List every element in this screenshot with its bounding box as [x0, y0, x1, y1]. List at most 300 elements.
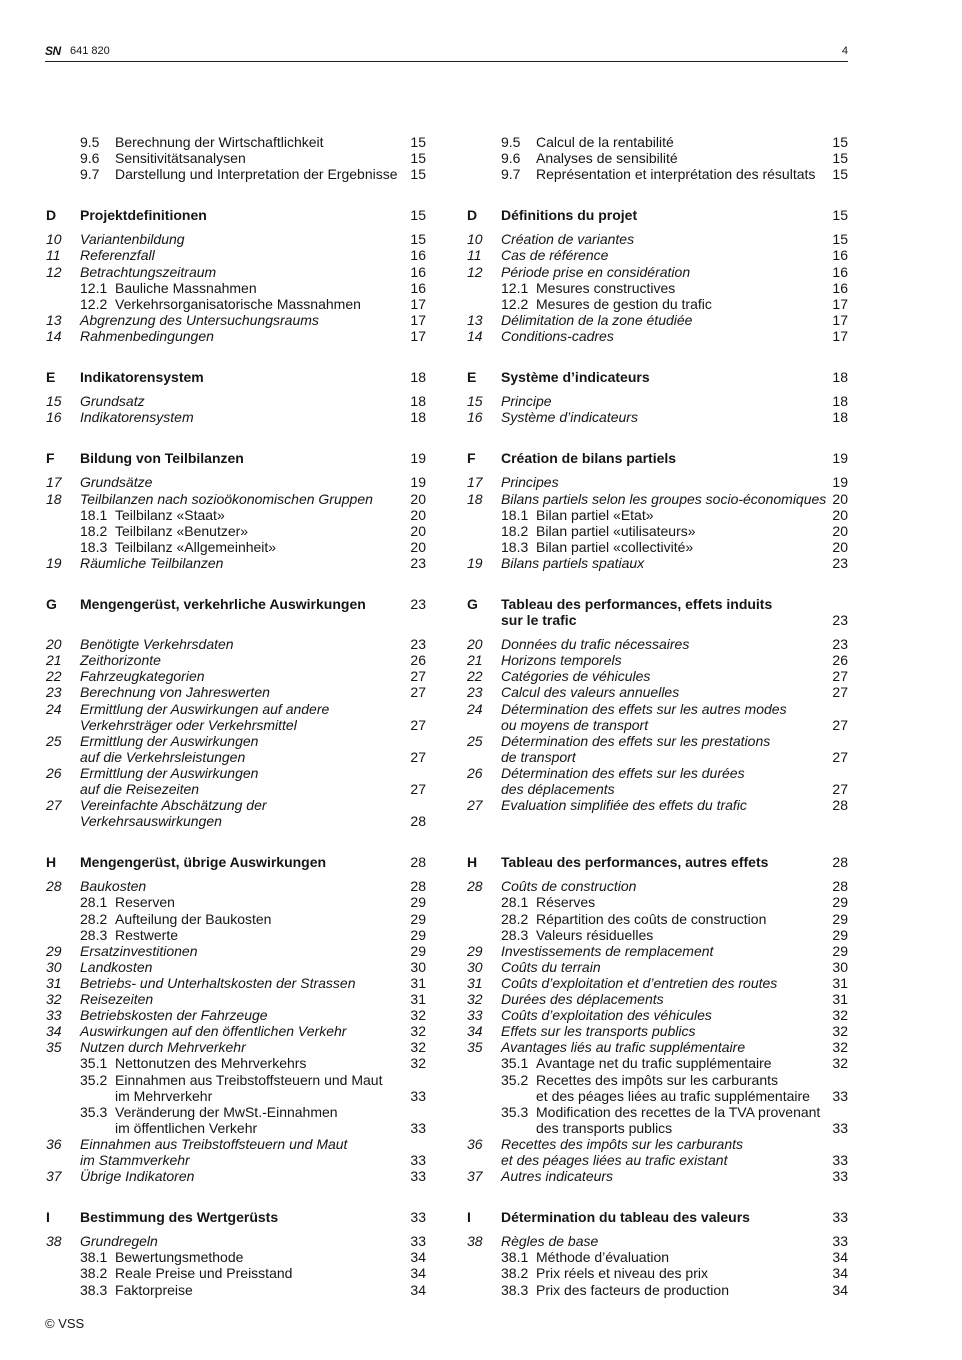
chapter-title	[80, 393, 408, 409]
subsection-wrapper	[80, 927, 408, 943]
chapter-title	[80, 975, 408, 991]
chapter-title-line: auf die Verkehrsleistungen	[80, 748, 246, 765]
entry-indent	[467, 911, 501, 927]
entry-page-number: 23	[832, 554, 848, 571]
section-title	[80, 1209, 408, 1225]
toc-subsection-entry	[46, 280, 426, 296]
entry-page-number: 16	[410, 247, 426, 264]
subsection-title-line: Répartition des coûts de construction	[536, 910, 767, 927]
chapter-number: 14	[467, 327, 483, 344]
chapter-number: 19	[46, 554, 62, 571]
chapter-number: 25	[467, 732, 483, 749]
entry-indent	[46, 927, 80, 943]
chapter-title-line: Baukosten	[80, 878, 147, 895]
chapter-title-line: et des péages liées au trafic existant	[501, 1151, 728, 1168]
chapter-number: 15	[46, 393, 62, 410]
section-letter: H	[46, 854, 57, 871]
subsection-title-line: im Mehrverkehr	[115, 1087, 213, 1104]
chapter-number: 10	[46, 231, 62, 248]
subsection-number: 9.6	[80, 150, 100, 167]
chapter-number: 18	[467, 490, 483, 507]
chapter-number: 15	[467, 393, 483, 410]
chapter-number: 27	[467, 797, 483, 814]
chapter-title-line: Betrachtungszeitraum	[80, 263, 217, 280]
chapter-title	[501, 975, 830, 991]
chapter-number: 10	[467, 231, 483, 248]
section-letter: I	[467, 1209, 471, 1226]
chapter-title	[501, 474, 830, 490]
toc-chapter-entry	[467, 733, 848, 765]
toc-chapter-entry	[46, 684, 426, 700]
entry-page-number: 32	[410, 1023, 426, 1040]
subsection-number: 18.2	[80, 522, 108, 539]
chapter-title	[80, 231, 408, 247]
chapter-number: 32	[467, 991, 483, 1008]
section-page-number: 18	[410, 369, 426, 386]
subsection-title	[115, 507, 225, 523]
chapter-title-line: Zeithorizonte	[80, 652, 161, 669]
section-letter: I	[46, 1209, 50, 1226]
chapter-number: 28	[46, 878, 62, 895]
entry-page-number: 29	[832, 910, 848, 927]
chapter-title	[80, 1233, 408, 1249]
chapter-title-line: Grundsatz	[80, 393, 145, 410]
entry-page-number: 20	[410, 506, 426, 523]
chapter-title-line: Verkehrsträger oder Verkehrsmittel	[80, 716, 297, 733]
toc-entries-right	[467, 636, 848, 813]
section-title	[501, 854, 830, 870]
chapter-number: 37	[467, 1168, 483, 1185]
chapter-number: 24	[46, 700, 62, 717]
entry-indent	[467, 927, 501, 943]
toc-subsection-entry	[46, 1055, 426, 1071]
entry-indent	[467, 1265, 501, 1281]
chapter-number: 38	[46, 1233, 62, 1250]
entry-page-number: 31	[410, 991, 426, 1008]
chapter-title-line: Coûts de construction	[501, 878, 637, 895]
toc-entries-right	[467, 1233, 848, 1297]
subsection-wrapper	[501, 1055, 830, 1071]
chapter-title-line: Räumliche Teilbilanzen	[80, 554, 224, 571]
chapter-title	[80, 1136, 408, 1168]
toc-subsection-entry	[467, 134, 848, 150]
chapter-title-line: Coûts du terrain	[501, 958, 601, 975]
toc-chapter-entry	[46, 312, 426, 328]
subsection-wrapper	[80, 1055, 408, 1071]
chapter-title	[501, 409, 830, 425]
subsection-number: 28.3	[501, 926, 529, 943]
subsection-wrapper	[501, 1282, 830, 1298]
entry-indent	[467, 1055, 501, 1071]
subsection-number: 9.5	[501, 134, 521, 150]
chapter-title	[501, 1039, 830, 1055]
subsection-number: 28.1	[501, 894, 529, 911]
entry-page-number: 29	[410, 894, 426, 911]
subsection-number: 28.3	[80, 926, 108, 943]
entry-indent	[467, 539, 501, 555]
copyright-notice: © VSS	[45, 1316, 85, 1331]
entry-page-number: 17	[832, 295, 848, 312]
subsection-title-line: Restwerte	[115, 926, 179, 943]
toc-chapter-entry	[467, 797, 848, 813]
section-title	[80, 854, 408, 870]
toc-subsection-entry	[467, 894, 848, 910]
chapter-number: 26	[467, 764, 483, 781]
section-title	[501, 450, 830, 466]
subsection-title	[536, 280, 675, 296]
chapter-title-line: Benötigte Verkehrsdaten	[80, 636, 234, 653]
entry-indent	[46, 911, 80, 927]
toc-chapter-entry	[46, 765, 426, 797]
subsection-wrapper	[80, 296, 408, 312]
toc-chapter-entry	[467, 1023, 848, 1039]
section-title	[501, 207, 830, 223]
subsection-title	[115, 1265, 292, 1281]
toc-chapter-entry	[46, 393, 426, 409]
entry-indent	[46, 150, 80, 166]
entry-indent	[467, 134, 501, 150]
chapter-title	[501, 312, 830, 328]
toc-chapter-entry	[46, 409, 426, 425]
chapter-title	[80, 328, 408, 344]
chapter-title	[501, 1007, 830, 1023]
toc-subsection-entry	[467, 911, 848, 927]
section-title-line: Mengengerüst, verkehrliche Auswirkungen	[80, 595, 366, 612]
section-title-line: Système d’indicateurs	[501, 369, 650, 386]
chapter-title-line: Données du trafic nécessaires	[501, 636, 690, 653]
subsection-number: 18.1	[80, 506, 108, 523]
chapter-title-line: de transport	[501, 748, 576, 765]
chapter-title-line: Einnahmen aus Treibstoffsteuern und Maut	[80, 1135, 348, 1152]
chapter-title-line: Détermination des effets sur les durées	[501, 764, 745, 781]
chapter-title	[80, 959, 408, 975]
entry-page-number: 19	[410, 474, 426, 491]
subsection-title	[115, 1055, 306, 1071]
section-letter: G	[46, 595, 57, 612]
chapter-title	[80, 668, 408, 684]
section-title-line: Tableau des performances, autres effets	[501, 854, 769, 871]
toc-chapter-entry	[467, 636, 848, 652]
toc-subsection-entry	[467, 523, 848, 539]
subsection-number: 9.7	[80, 166, 100, 183]
chapter-number: 30	[46, 958, 62, 975]
chapter-title	[80, 765, 408, 797]
subsection-wrapper	[501, 539, 830, 555]
entry-page-number: 15	[410, 134, 426, 150]
chapter-title	[80, 312, 408, 328]
chapter-title	[80, 943, 408, 959]
subsection-title	[115, 927, 178, 943]
subsection-title	[115, 894, 175, 910]
section-letter: D	[46, 207, 57, 224]
toc-chapter-entry	[467, 1136, 848, 1168]
entry-page-number: 29	[832, 942, 848, 959]
entry-page-number: 23	[832, 636, 848, 653]
section-page-number: 18	[832, 369, 848, 386]
toc-subsection-entry	[467, 1265, 848, 1281]
subsection-title-line: Recettes des impôts sur les carburants	[536, 1071, 778, 1088]
chapter-title	[501, 1233, 830, 1249]
toc-chapter-entry	[467, 491, 848, 507]
subsection-title	[115, 539, 276, 555]
chapter-title-line: Investissements de remplacement	[501, 942, 714, 959]
toc-chapter-entry	[467, 701, 848, 733]
subsection-number: 38.3	[501, 1281, 529, 1298]
entry-page-number: 27	[832, 668, 848, 685]
subsection-number: 35.1	[501, 1055, 529, 1072]
subsection-number: 38.1	[501, 1249, 529, 1266]
entry-indent	[467, 280, 501, 296]
subsection-title-line: Reale Preise und Preisstand	[115, 1265, 293, 1282]
toc-entries-left	[46, 474, 426, 571]
subsection-title	[115, 1282, 193, 1298]
toc-chapter-entry	[46, 1136, 426, 1168]
section-heading-left	[46, 369, 426, 385]
subsection-title	[115, 523, 248, 539]
subsection-title	[536, 927, 653, 943]
subsection-number: 28.1	[80, 894, 108, 911]
subsection-wrapper	[501, 911, 830, 927]
toc-chapter-entry	[46, 328, 426, 344]
entry-page-number: 16	[410, 279, 426, 296]
entry-indent	[46, 1055, 80, 1071]
chapter-title	[501, 652, 830, 668]
subsection-wrapper	[501, 1072, 830, 1104]
toc-chapter-entry	[46, 231, 426, 247]
chapter-number: 26	[46, 764, 62, 781]
chapter-title	[80, 1168, 408, 1184]
entry-indent	[46, 280, 80, 296]
subsection-title	[536, 166, 815, 182]
section-heading-right	[467, 450, 848, 466]
chapter-number: 28	[467, 878, 483, 895]
chapter-title-line: Cas de référence	[501, 247, 609, 264]
toc-subsection-entry	[46, 1072, 426, 1104]
toc-subsection-entry	[467, 166, 848, 182]
chapter-title-line: Landkosten	[80, 958, 153, 975]
chapter-title-line: auf die Reisezeiten	[80, 781, 200, 797]
entry-page-number: 15	[832, 134, 848, 150]
entry-page-number: 34	[410, 1281, 426, 1298]
entry-page-number: 26	[410, 652, 426, 669]
section-heading-right	[467, 596, 848, 628]
section-title	[501, 596, 830, 628]
chapter-number: 25	[46, 732, 62, 749]
chapter-title-line: Recettes des impôts sur les carburants	[501, 1135, 743, 1152]
subsection-title-line: Bauliche Massnahmen	[115, 279, 257, 296]
chapter-title-line: Betriebs- und Unterhaltskosten der Strassen	[80, 974, 356, 991]
subsection-title	[115, 280, 257, 296]
subsection-title	[115, 1249, 243, 1265]
subsection-wrapper	[80, 507, 408, 523]
chapter-title-line: Rahmenbedingungen	[80, 327, 214, 344]
entry-indent	[467, 150, 501, 166]
subsection-title	[536, 1104, 820, 1136]
chapter-number: 30	[467, 958, 483, 975]
toc-chapter-entry	[46, 1023, 426, 1039]
chapter-title-line: Grundregeln	[80, 1233, 158, 1250]
toc-entries-right	[467, 231, 848, 344]
subsection-wrapper	[80, 134, 408, 150]
chapter-title	[501, 636, 830, 652]
entry-page-number: 29	[832, 894, 848, 911]
chapter-title-line: Teilbilanzen nach sozioökonomischen Gruppen	[80, 490, 373, 507]
chapter-number: 22	[467, 668, 483, 685]
section-heading-left	[46, 596, 426, 612]
subsection-wrapper	[501, 296, 830, 312]
section-title-line: Mengengerüst, übrige Auswirkungen	[80, 854, 327, 871]
entry-page-number: 19	[832, 474, 848, 491]
entry-indent	[46, 1265, 80, 1281]
subsection-number: 35.1	[80, 1055, 108, 1072]
subsection-number: 38.2	[80, 1265, 108, 1282]
subsection-number: 12.2	[80, 295, 108, 312]
chapter-title	[501, 491, 830, 507]
subsection-wrapper	[501, 894, 830, 910]
chapter-number: 13	[467, 311, 483, 328]
chapter-title-line: Ermittlung der Auswirkungen	[80, 732, 259, 749]
subsection-title-line: Nettonutzen des Mehrverkehrs	[115, 1055, 307, 1072]
subsection-wrapper	[501, 150, 830, 166]
chapter-number: 34	[467, 1023, 483, 1040]
toc-chapter-entry	[467, 668, 848, 684]
toc-chapter-entry	[46, 959, 426, 975]
toc-chapter-entry	[46, 1007, 426, 1023]
subsection-title-line: Bewertungsmethode	[115, 1249, 244, 1266]
chapter-title-line: Fahrzeugkategorien	[80, 668, 205, 685]
chapter-title	[80, 491, 408, 507]
entry-indent	[46, 134, 80, 150]
chapter-number: 31	[46, 974, 62, 991]
subsection-title	[115, 1104, 338, 1136]
subsection-title-line: Mesures de gestion du trafic	[536, 295, 712, 312]
subsection-title	[536, 523, 696, 539]
section-title-line: Définitions du projet	[501, 207, 638, 224]
subsection-title-line: Darstellung und Interpretation der Ergebnisse	[115, 166, 398, 183]
entry-page-number: 23	[410, 636, 426, 653]
toc-chapter-entry	[46, 668, 426, 684]
subsection-title-line: Prix des facteurs de production	[536, 1281, 729, 1298]
chapter-title	[80, 636, 408, 652]
subsection-number: 18.3	[80, 538, 108, 555]
subsection-title	[536, 134, 674, 150]
chapter-number: 21	[46, 652, 62, 669]
toc-chapter-entry	[46, 652, 426, 668]
toc-chapter-entry	[46, 991, 426, 1007]
entry-page-number: 20	[832, 490, 848, 507]
subsection-number: 38.3	[80, 1281, 108, 1298]
chapter-number: 37	[46, 1168, 62, 1185]
subsection-number: 35.3	[80, 1103, 108, 1120]
toc-subsection-entry	[46, 1282, 426, 1298]
subsection-title	[536, 1055, 772, 1071]
chapter-number: 31	[467, 974, 483, 991]
entry-page-number: 17	[410, 311, 426, 328]
toc-chapter-entry	[467, 959, 848, 975]
entry-page-number: 29	[410, 910, 426, 927]
section-title-line: Projektdefinitionen	[80, 207, 207, 224]
section-letter: E	[467, 369, 477, 386]
chapter-number: 29	[467, 942, 483, 959]
subsection-wrapper	[80, 911, 408, 927]
chapter-title-line: Délimitation de la zone étudiée	[501, 311, 693, 328]
toc-chapter-entry	[467, 231, 848, 247]
toc-chapter-entry	[46, 247, 426, 263]
subsection-title	[115, 150, 246, 166]
entry-page-number: 20	[410, 490, 426, 507]
chapter-number: 12	[467, 263, 483, 280]
toc-subsection-entry	[46, 1265, 426, 1281]
subsection-title-line: Einnahmen aus Treibstoffsteuern und Maut	[115, 1071, 383, 1088]
subsection-number: 9.7	[501, 166, 521, 183]
entry-indent	[467, 523, 501, 539]
entry-indent	[46, 1104, 80, 1136]
entry-page-number: 33	[832, 1168, 848, 1185]
entry-page-number: 27	[410, 668, 426, 685]
chapter-title-line: ou moyens de transport	[501, 716, 649, 733]
subsection-title-line: Teilbilanz «Benutzer»	[115, 522, 249, 539]
section-title-line: Création de bilans partiels	[501, 450, 677, 467]
chapter-title	[80, 684, 408, 700]
chapter-number: 21	[467, 652, 483, 669]
entry-page-number: 32	[832, 1055, 848, 1072]
subsection-number: 9.5	[80, 134, 100, 150]
header-rule	[45, 61, 848, 62]
subsection-wrapper	[80, 539, 408, 555]
entry-page-number: 27	[410, 781, 426, 797]
section-letter: D	[467, 207, 478, 224]
chapter-title	[501, 959, 830, 975]
section-heading-left	[46, 450, 426, 466]
subsection-wrapper	[80, 1104, 408, 1136]
subsection-title	[536, 507, 654, 523]
subsection-title-line: im öffentlichen Verkehr	[115, 1119, 258, 1136]
entry-page-number: 27	[832, 684, 848, 701]
entry-page-number: 15	[410, 231, 426, 248]
subsection-title	[115, 911, 271, 927]
subsection-wrapper	[80, 1072, 408, 1104]
section-title-line: sur le trafic	[501, 612, 577, 629]
chapter-number: 18	[46, 490, 62, 507]
subsection-wrapper	[80, 166, 408, 182]
subsection-title-line: Faktorpreise	[115, 1281, 193, 1298]
chapter-title-line: Période prise en considération	[501, 263, 691, 280]
toc-subsection-entry	[467, 1249, 848, 1265]
chapter-title	[501, 797, 830, 813]
subsection-title	[536, 1072, 810, 1104]
entry-page-number: 20	[410, 538, 426, 555]
chapter-title-line: Conditions-cadres	[501, 327, 614, 344]
subsection-title-line: des transports publics	[536, 1119, 673, 1136]
subsection-number: 18.2	[501, 522, 529, 539]
entry-page-number: 15	[832, 166, 848, 183]
subsection-title	[115, 166, 398, 182]
section-page-number: 28	[410, 854, 426, 871]
chapter-title	[80, 1007, 408, 1023]
entry-indent	[467, 1249, 501, 1265]
chapter-title-line: Evaluation simplifiée des effets du trafic	[501, 797, 747, 814]
toc-chapter-entry	[467, 975, 848, 991]
toc-subsection-entry	[46, 523, 426, 539]
entry-page-number: 33	[410, 1233, 426, 1250]
entry-indent	[46, 539, 80, 555]
toc-entries-left	[46, 878, 426, 1184]
subsection-title-line: Berechnung der Wirtschaftlichkeit	[115, 134, 324, 150]
section-heading-left	[46, 1209, 426, 1225]
chapter-title	[501, 684, 830, 700]
chapter-number: 14	[46, 327, 62, 344]
chapter-title-line: Abgrenzung des Untersuchungsraums	[80, 311, 319, 328]
